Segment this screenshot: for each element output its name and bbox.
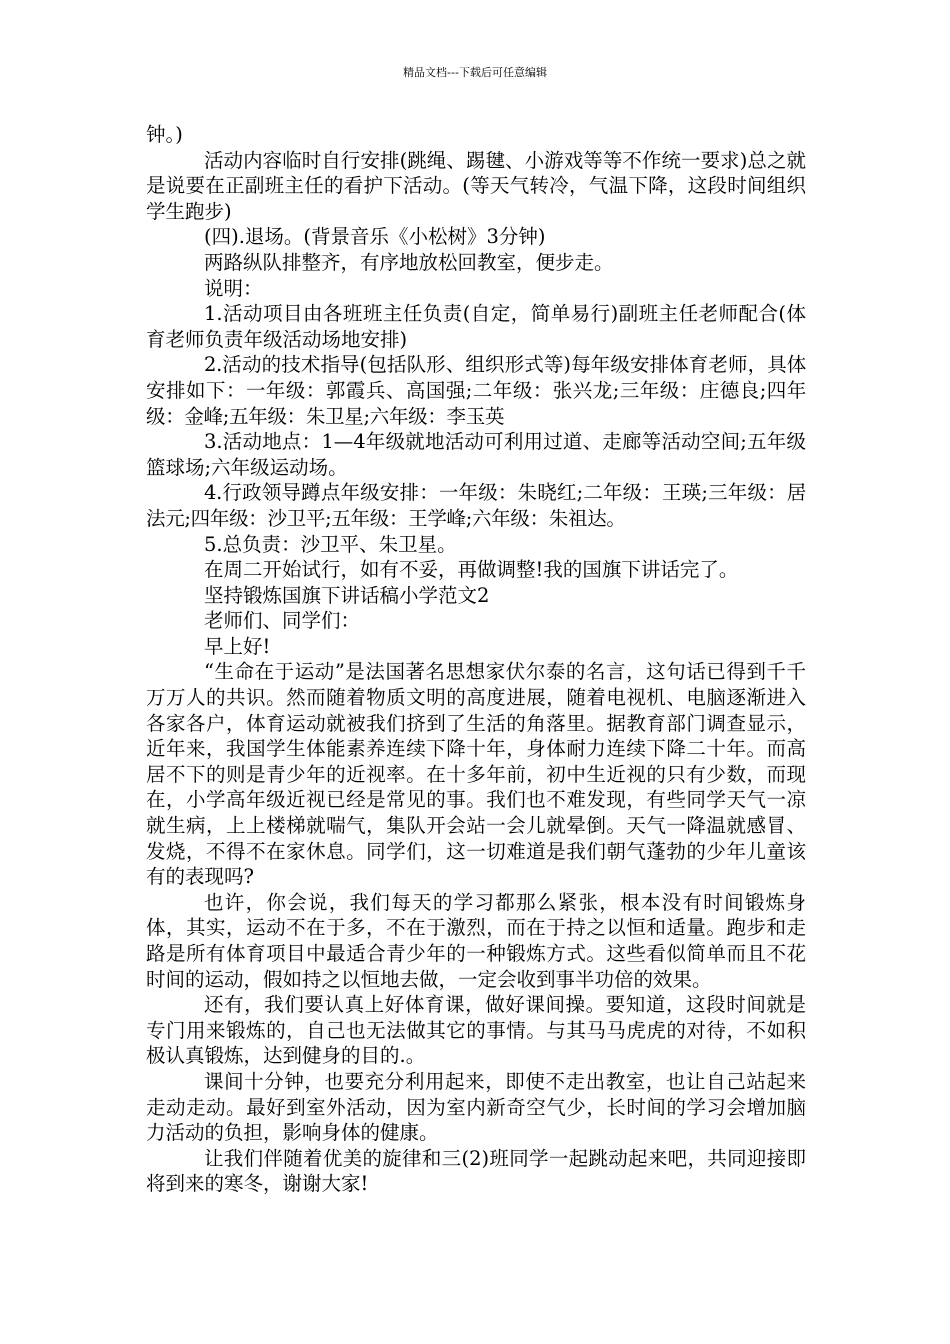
paragraph: “生命在于运动”是法国著名思想家伏尔泰的名言，这句话已得到千千万万人的共识。然而随着物质文明的高度进展，随着电视机、电脑逐渐进入各家各户，体育运动就被我们挤到了生活的角落里。据教育部门调查显示，近年来，我国学生体能素养连续下降十年，身体耐力连续下降二十年。而高居不下的则是青少年的近视率。在十多年前，初中生近视的只有少数，而现在，小学高年级近视已经是常见的事。我们也不难发现，有些同学天气一凉就生病，上上楼梯就喘气，集队开会站一会儿就晕倒。天气一降温就感冒、发烧，不得不在家休息。同学们，这一切难道是我们朝气蓬勃的少年儿童该有的表现吗? — [146, 660, 806, 889]
paragraph: 4.行政领导蹲点年级安排：一年级：朱晓红;二年级：王瑛;三年级：居法元;四年级：沙卫平;五年级：王学峰;六年级：朱祖达。 — [146, 481, 806, 530]
paragraph: 1.活动项目由各班班主任负责(自定，简单易行)副班主任老师配合(体育老师负责年级活动场地安排) — [146, 302, 806, 351]
paragraph: 3.活动地点：1—4年级就地活动可利用过道、走廊等活动空间;五年级篮球场;六年级运动场。 — [146, 430, 806, 479]
page-header: 精品文档---下载后可任意编辑 — [403, 66, 547, 79]
salutation: 老师们、同学们： — [204, 609, 361, 633]
paragraph: 也许，你会说，我们每天的学习都那么紧张，根本没有时间锻炼身体，其实，运动不在于多，不在于激烈，而在于持之以恒和适量。跑步和走路是所有体育项目中最适合青少年的一种锻炼方式。这些看似简单而且不花时间的运动，假如持之以恒地去做，一定会收到事半功倍的效果。 — [146, 890, 806, 991]
paragraph: 说明： — [204, 276, 263, 300]
section-title: 坚持锻炼国旗下讲话稿小学范文2 — [204, 583, 490, 607]
paragraph: 2.活动的技术指导(包括队形、组织形式等)每年级安排体育老师，具体安排如下：一年级：郭霞兵、高国强;二年级：张兴龙;三年级：庄德良;四年级：金峰;五年级：朱卫星;六年级：李玉英 — [146, 353, 806, 428]
paragraph: (四).退场。(背景音乐《小松树》3分钟) — [204, 225, 546, 249]
paragraph: 还有，我们要认真上好体育课，做好课间操。要知道，这段时间就是专门用来锻炼的，自己也无法做其它的事情。与其马马虎虎的对待，不如积极认真锻炼，达到健身的目的.。 — [146, 993, 806, 1068]
greeting: 早上好! — [204, 634, 271, 658]
paragraph: 两路纵队排整齐，有序地放松回教室，便步走。 — [204, 250, 614, 274]
paragraph: 钟。) — [146, 123, 183, 146]
paragraph: 活动内容临时自行安排(跳绳、踢毽、小游戏等等不作统一要求)总之就是说要在正副班主任的看护下活动。(等天气转冷，气温下降，这段时间组织学生跑步) — [146, 148, 806, 223]
paragraph: 5.总负责：沙卫平、朱卫星。 — [204, 532, 457, 556]
paragraph: 让我们伴随着优美的旋律和三(2)班同学一起跳动起来吧，共同迎接即将到来的寒冬，谢谢大家! — [146, 1146, 806, 1196]
paragraph: 在周二开始试行，如有不妥，再做调整!我的国旗下讲话完了。 — [204, 558, 739, 582]
document-body — [146, 122, 806, 1197]
paragraph: 课间十分钟，也要充分利用起来，即使不走出教室，也让自己站起来走动走动。最好到室外活动，因为室内新奇空气少，长时间的学习会增加脑力活动的负担，影响身体的健康。 — [146, 1069, 806, 1145]
